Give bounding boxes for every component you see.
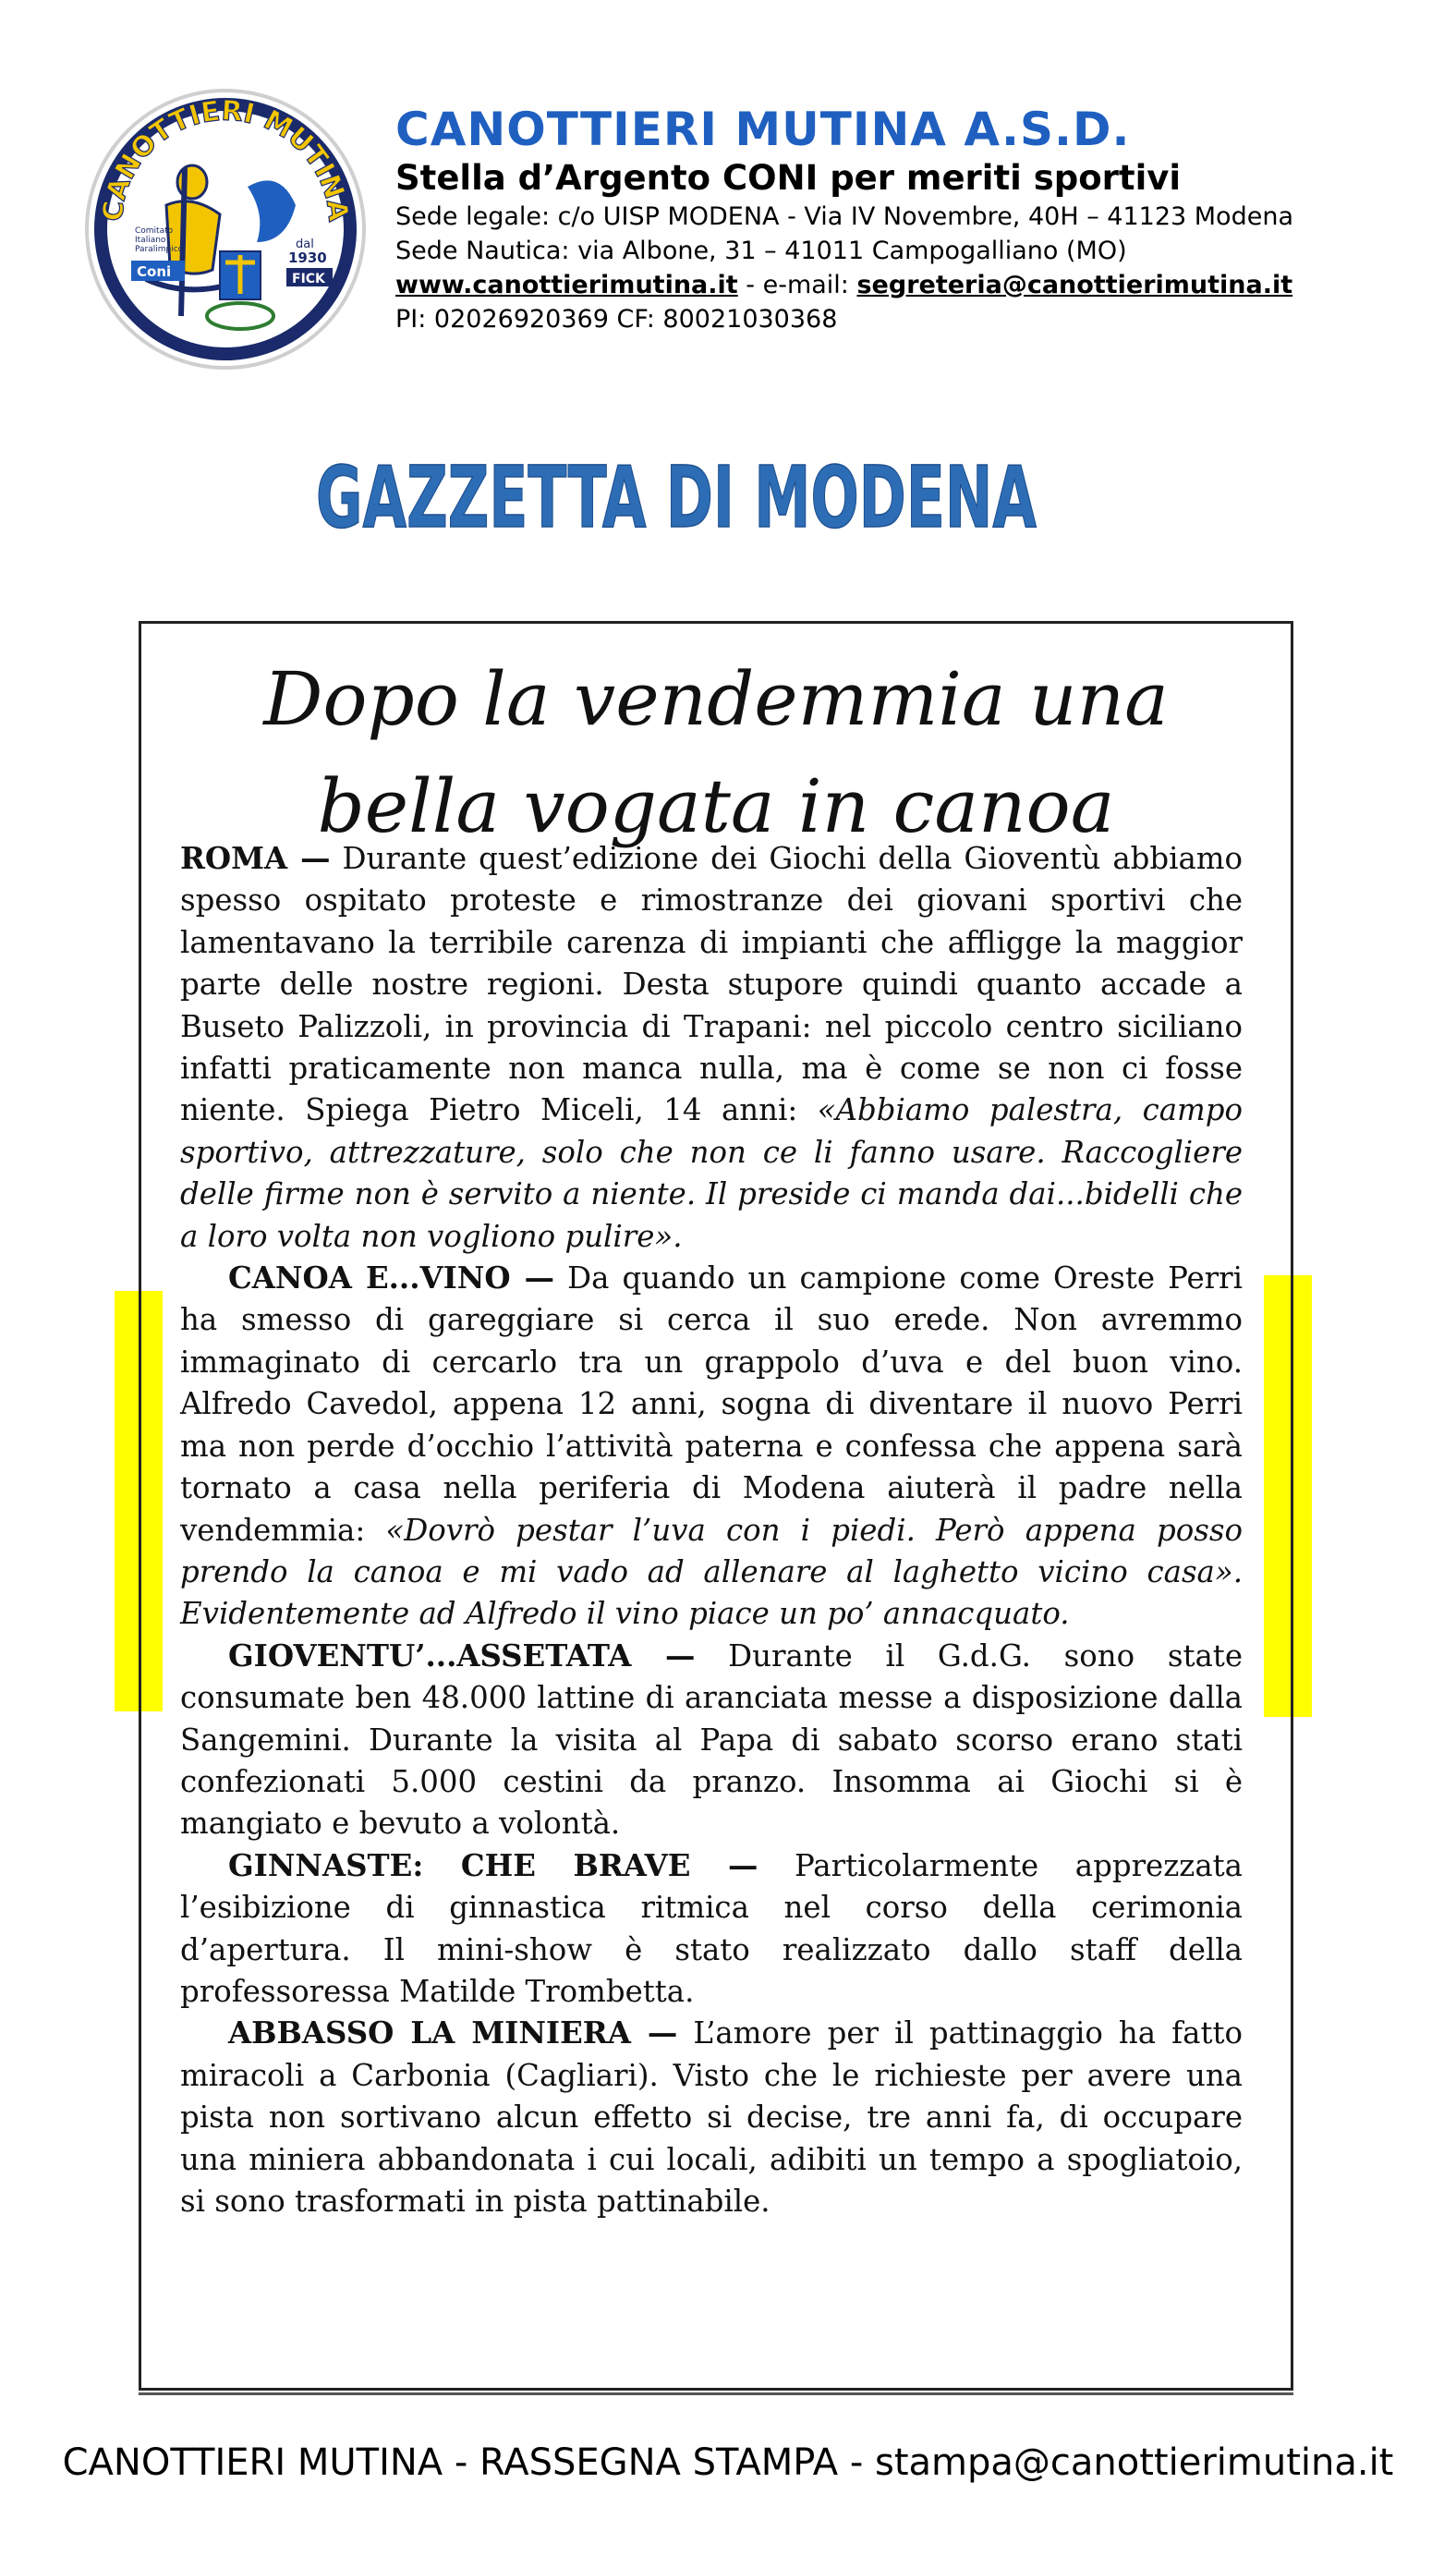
org-name: CANOTTIERI MUTINA A.S.D.: [395, 103, 1131, 156]
clipping-shadow-edge: [139, 2392, 1293, 2395]
article-title-line1: Dopo la vendemmia una: [263, 656, 1169, 742]
paragraph-miniera-text: L’amore per il pattinaggio ha fatto miracoli a Carbonia (Cagliari). Visto che le richieste per avere una pista non sortivano alcun effetto si decise, tre anni fa, di occupare una miniera abbandonata i cui locali, adibiti un tempo a spogliatoio, si sono trasformati in pista pattinabile.: [180, 2015, 1243, 2219]
sede-legale: Sede legale: c/o UISP MODENA - Via IV Novembre, 40H – 41123 Modena: [395, 202, 1293, 231]
logo-fick-label: FICK: [292, 272, 325, 286]
paragraph-roma: [180, 838, 1243, 1258]
kicker-canoa-vino: CANOA E...VINO —: [228, 1260, 555, 1296]
paragraph-gioventu-text: Durante il G.d.G. sono state consumate ben 48.000 lattine di aranciata messe a disposizione dalla Sangemini. Durante la visita al Papa di sabato scorso erano stati confezionati 5.000 cestini da pranzo. Insomma ai Giochi si è mangiato e bevuto a volontà.: [180, 1637, 1243, 1842]
logo-badge-line2: Italiano: [135, 236, 166, 245]
paragraph-gioventu: [180, 1636, 1243, 1845]
fiscal-codes: PI: 02026920369 CF: 80021030368: [395, 305, 838, 334]
award-line: Stella d’Argento CONI per meriti sportivi: [395, 158, 1182, 198]
logo-dal: dal: [296, 237, 314, 251]
article-title: [141, 646, 1291, 860]
article-body: [180, 838, 1243, 2222]
logo-year: 1930: [288, 250, 327, 266]
website-link[interactable]: www.canottierimutina.it: [395, 271, 738, 299]
paragraph-canoa-vino-quote: «Dovrò pestar l’uva con i piedi. Però appena posso prendo la canoa e mi vado ad allenare al laghetto vicino casa». Evidentemente ad Alfredo il vino piace un po’ annacquato.: [180, 1512, 1243, 1632]
club-logo: [81, 85, 370, 373]
article-title-line2: bella vogata in canoa: [317, 763, 1115, 849]
paragraph-roma-quote: «Abbiamo palestra, campo sportivo, attrezzature, solo che non ce li fanno usare. Raccogliere delle firme non è servito a niente. Il preside ci manda dai...bidelli che a loro volta non vogliono pulire».: [180, 1092, 1243, 1254]
paragraph-canoa-vino: [180, 1258, 1243, 1636]
paragraph-miniera: [180, 2013, 1243, 2222]
masthead-title: GAZZETTA DI MODENA: [316, 448, 1037, 547]
contact-line: [395, 268, 1430, 302]
email-separator: - e-mail:: [737, 271, 857, 299]
article-clipping: [139, 621, 1293, 2391]
logo-coni-label: Coni: [137, 263, 172, 280]
press-review-footer: CANOTTIERI MUTINA - RASSEGNA STAMPA - stampa@canottierimutina.it: [62, 2441, 1394, 2484]
newspaper-masthead: [307, 442, 1046, 551]
letterhead: [395, 102, 1430, 336]
logo-ring-text: CANOTTIERI MUTINA: [96, 94, 355, 224]
kicker-ginnaste: GINNASTE: CHE BRAVE —: [228, 1847, 758, 1883]
kicker-roma: ROMA —: [180, 841, 331, 876]
kicker-gioventu: GIOVENTU’...ASSETATA —: [228, 1637, 696, 1674]
paragraph-ginnaste-text: Particolarmente apprezzata l’esibizione di ginnastica ritmica nel corso della cerimonia d’apertura. Il mini-show è stato realizzato dallo staff della professoressa Matilde Trombetta.: [180, 1847, 1243, 2009]
logo-badge-line3: Paralimpico: [135, 245, 184, 254]
paragraph-canoa-vino-text: Da quando un campione come Oreste Perri ha smesso di gareggiare si cerca il suo erede. Non avremmo immaginato di cercarlo tra un grappolo d’uva e del buon vino. Alfredo Cavedol, appena 12 anni, sogna di diventare il nuovo Perri ma non perde d’occhio l’attività paterna e confessa che appena sarà tornato a casa nella periferia di Modena aiuterà il padre nella vendemmia:: [180, 1260, 1243, 1548]
kicker-miniera: ABBASSO LA MINIERA —: [228, 2015, 678, 2051]
email-link[interactable]: segreteria@canottierimutina.it: [856, 271, 1293, 299]
paragraph-roma-text: Durante quest’edizione dei Giochi della Gioventù abbiamo spesso ospitato proteste e rimostranze dei giovani sportivi che lamentavano la terribile carenza di impianti che affligge la maggior parte delle nostre regioni. Desta stupore quindi quanto accade a Buseto Palizzoli, in provincia di Trapani: nel piccolo centro siciliano infatti praticamente non manca nulla, ma è come se non ci fosse niente. Spiega Pietro Miceli, 14 anni:: [180, 841, 1243, 1128]
paragraph-ginnaste: [180, 1845, 1243, 2014]
logo-badge-line1: Comitato: [135, 226, 174, 236]
sede-nautica: Sede Nautica: via Albone, 31 – 41011 Campogalliano (MO): [395, 237, 1127, 265]
